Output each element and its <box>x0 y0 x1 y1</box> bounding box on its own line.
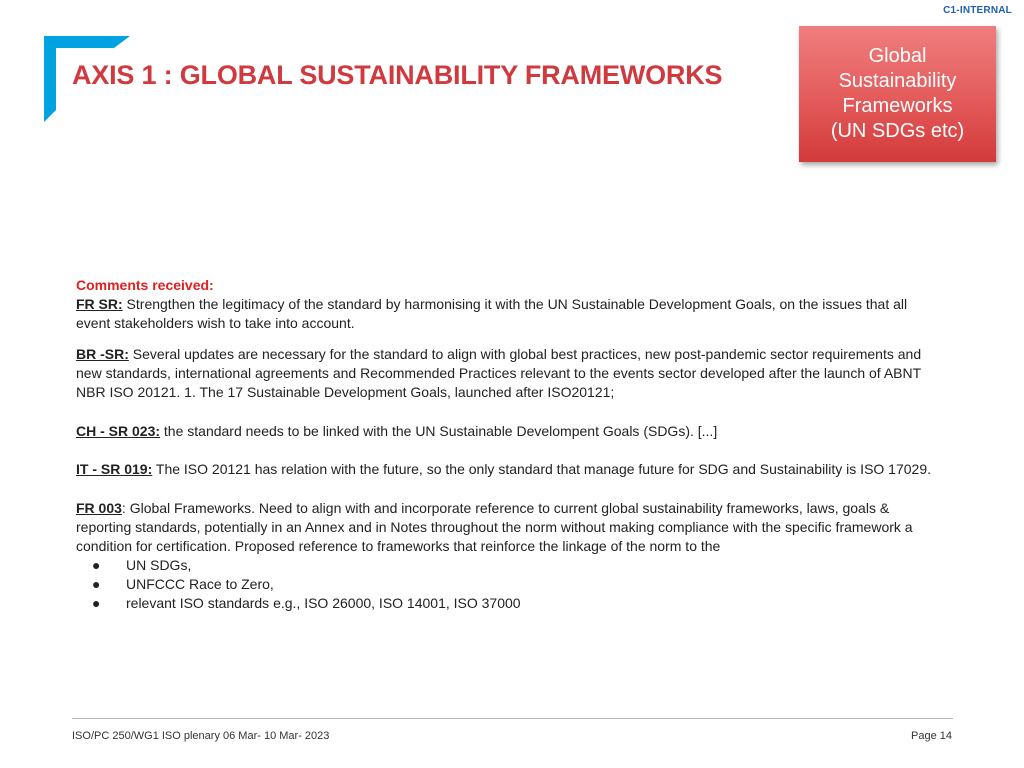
footer-meeting-info: ISO/PC 250/WG1 ISO plenary 06 Mar- 10 Mar- 2023 <box>72 730 330 742</box>
comment-it-sr-019 <box>76 460 936 479</box>
classification-label: C1-INTERNAL <box>943 5 1012 16</box>
bullet-icon: ● <box>92 557 101 573</box>
comment-text: The ISO 20121 has relation with the future, so the only standard that manage future for SDG and Sustainability is ISO 17029. <box>152 461 932 477</box>
comments-heading: Comments received: <box>76 277 214 293</box>
comment-code: CH - SR 023: <box>76 423 161 439</box>
framework-bullet-list <box>76 556 936 613</box>
list-item <box>76 594 936 613</box>
topic-badge-text: Global Sustainability Frameworks (UN SDGs etc) <box>830 45 965 142</box>
page-title: AXIS 1 : GLOBAL SUSTAINABILITY FRAMEWORKS <box>72 60 723 90</box>
comment-code: BR -SR: <box>76 346 129 362</box>
comment-code: IT - SR 019: <box>76 461 153 477</box>
bullet-text: UNFCCC Race to Zero, <box>126 576 274 592</box>
list-item <box>76 556 936 575</box>
comments-section <box>76 276 936 613</box>
comment-text: Strengthen the legitimacy of the standard by harmonising it with the UN Sustainable Development Goals, on the issues that all event stakeholders wish to take into account. <box>76 296 908 331</box>
topic-badge <box>799 26 996 162</box>
comment-ch-sr-023 <box>76 422 936 441</box>
bullet-icon: ● <box>92 576 101 592</box>
comment-code: FR SR: <box>76 296 123 312</box>
bullet-icon: ● <box>92 595 101 611</box>
list-item <box>76 575 936 594</box>
comment-code: FR 003 <box>76 500 122 516</box>
footer-divider <box>72 718 953 719</box>
page-number: Page 14 <box>911 730 952 742</box>
comment-fr-003 <box>76 499 936 556</box>
comment-text: Several updates are necessary for the standard to align with global best practices, new post-pandemic sector requirements and new standards, international agreements and Recommended Practices relevant to the events sector developed after the launch of ABNT NBR ISO 20121. 1. The 17 Sustainable Development Goals, launched after ISO20121; <box>76 346 922 400</box>
comment-text: the standard needs to be linked with the UN Sustainable Develompent Goals (SDGs). [...] <box>160 423 718 439</box>
comment-text: : Global Frameworks. Need to align with and incorporate reference to current global sustainability frameworks, laws, goals & reporting standards, potentially in an Annex and in Notes throughout the norm without making compliance with the specific framework a condition for certification. Proposed reference to frameworks that reinforce the linkage of the norm to the <box>76 500 913 554</box>
comment-fr-sr <box>76 295 936 333</box>
bullet-text: relevant ISO standards e.g., ISO 26000, ISO 14001, ISO 37000 <box>126 595 521 611</box>
bullet-text: UN SDGs, <box>126 557 192 573</box>
comment-br-sr <box>76 345 936 402</box>
